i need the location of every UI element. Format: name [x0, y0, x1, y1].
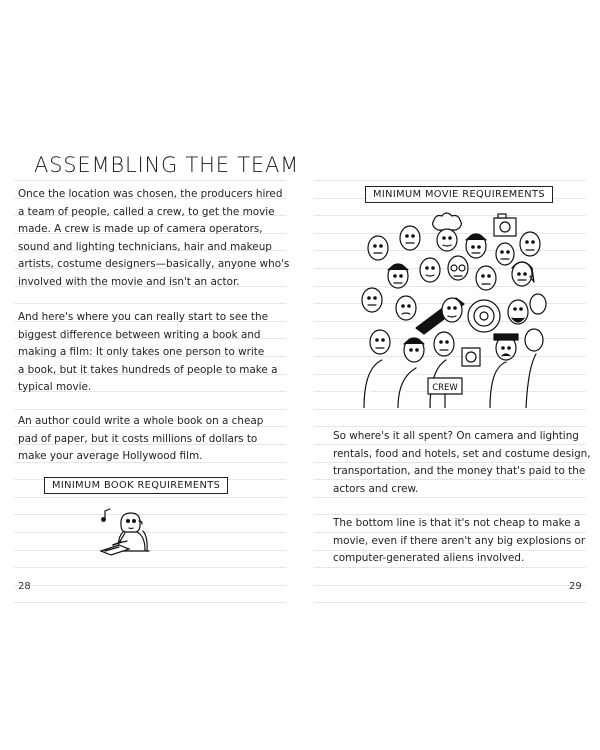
book-requirements-caption: MINIMUM BOOK REQUIREMENTS [44, 477, 228, 494]
right-page [300, 0, 600, 750]
text-line: actors and crew. [333, 482, 419, 495]
text-line: artists, costume designers—basically, anyone who's [18, 258, 290, 271]
text-line: biggest difference between writing a book and [18, 328, 261, 341]
text-line: So where's it all spent? On camera and lighting [333, 430, 579, 442]
text-line: made. A crew is made up of camera operators, [18, 223, 263, 236]
movie-crew-illustration [358, 208, 548, 408]
ruled-line [314, 180, 586, 181]
paragraph-1 [18, 186, 289, 292]
ruled-line [14, 567, 286, 568]
page-title: ASSEMBLING THE TEAM [34, 153, 300, 177]
text-line: The bottom line is that it's not cheap to make a [333, 517, 581, 529]
paragraph-5 [333, 515, 585, 568]
text-line: transportation, and the money that's paid to the [333, 465, 586, 478]
text-line: typical movie. [18, 381, 92, 394]
page-number: 28 [18, 581, 31, 592]
ruled-line [14, 180, 286, 181]
text-line: make your average Hollywood film. [18, 450, 203, 463]
text-line: Once the location was chosen, the producers hired [18, 188, 283, 200]
text-line: movie, even if there aren't any big explosions or [333, 534, 586, 547]
paragraph-3 [18, 413, 263, 466]
text-line: a book, but it takes hundreds of people to make a [18, 363, 278, 376]
author-writing-illustration [95, 507, 165, 559]
paragraph-2 [18, 309, 278, 397]
text-line: making a film: It only takes one person to write [18, 346, 265, 359]
text-line: a team of people, called a crew, to get the movie [18, 205, 275, 218]
crew-sign-label: CREW [432, 383, 458, 393]
text-line: computer-generated aliens involved. [333, 552, 525, 565]
movie-requirements-caption: MINIMUM MOVIE REQUIREMENTS [365, 186, 553, 203]
ruled-line [14, 602, 286, 603]
text-line: pad of paper, but it costs millions of dollars to [18, 432, 258, 445]
ruled-line [14, 409, 286, 410]
text-line: sound and lighting technicians, hair and makeup [18, 240, 272, 253]
ruled-line [314, 585, 586, 586]
page-number: 29 [569, 581, 582, 592]
text-line: An author could write a whole book on a cheap [18, 415, 264, 427]
ruled-line [314, 409, 586, 410]
text-line: rentals, food and hotels, set and costume design, [333, 447, 591, 460]
text-line: involved with the movie and isn't an actor. [18, 275, 240, 288]
ruled-line [14, 497, 286, 498]
ruled-line [14, 303, 286, 304]
paragraph-4 [333, 428, 591, 498]
ruled-line [14, 585, 286, 586]
ruled-line [314, 602, 586, 603]
text-line: And here's where you can really start to see the [18, 311, 268, 323]
